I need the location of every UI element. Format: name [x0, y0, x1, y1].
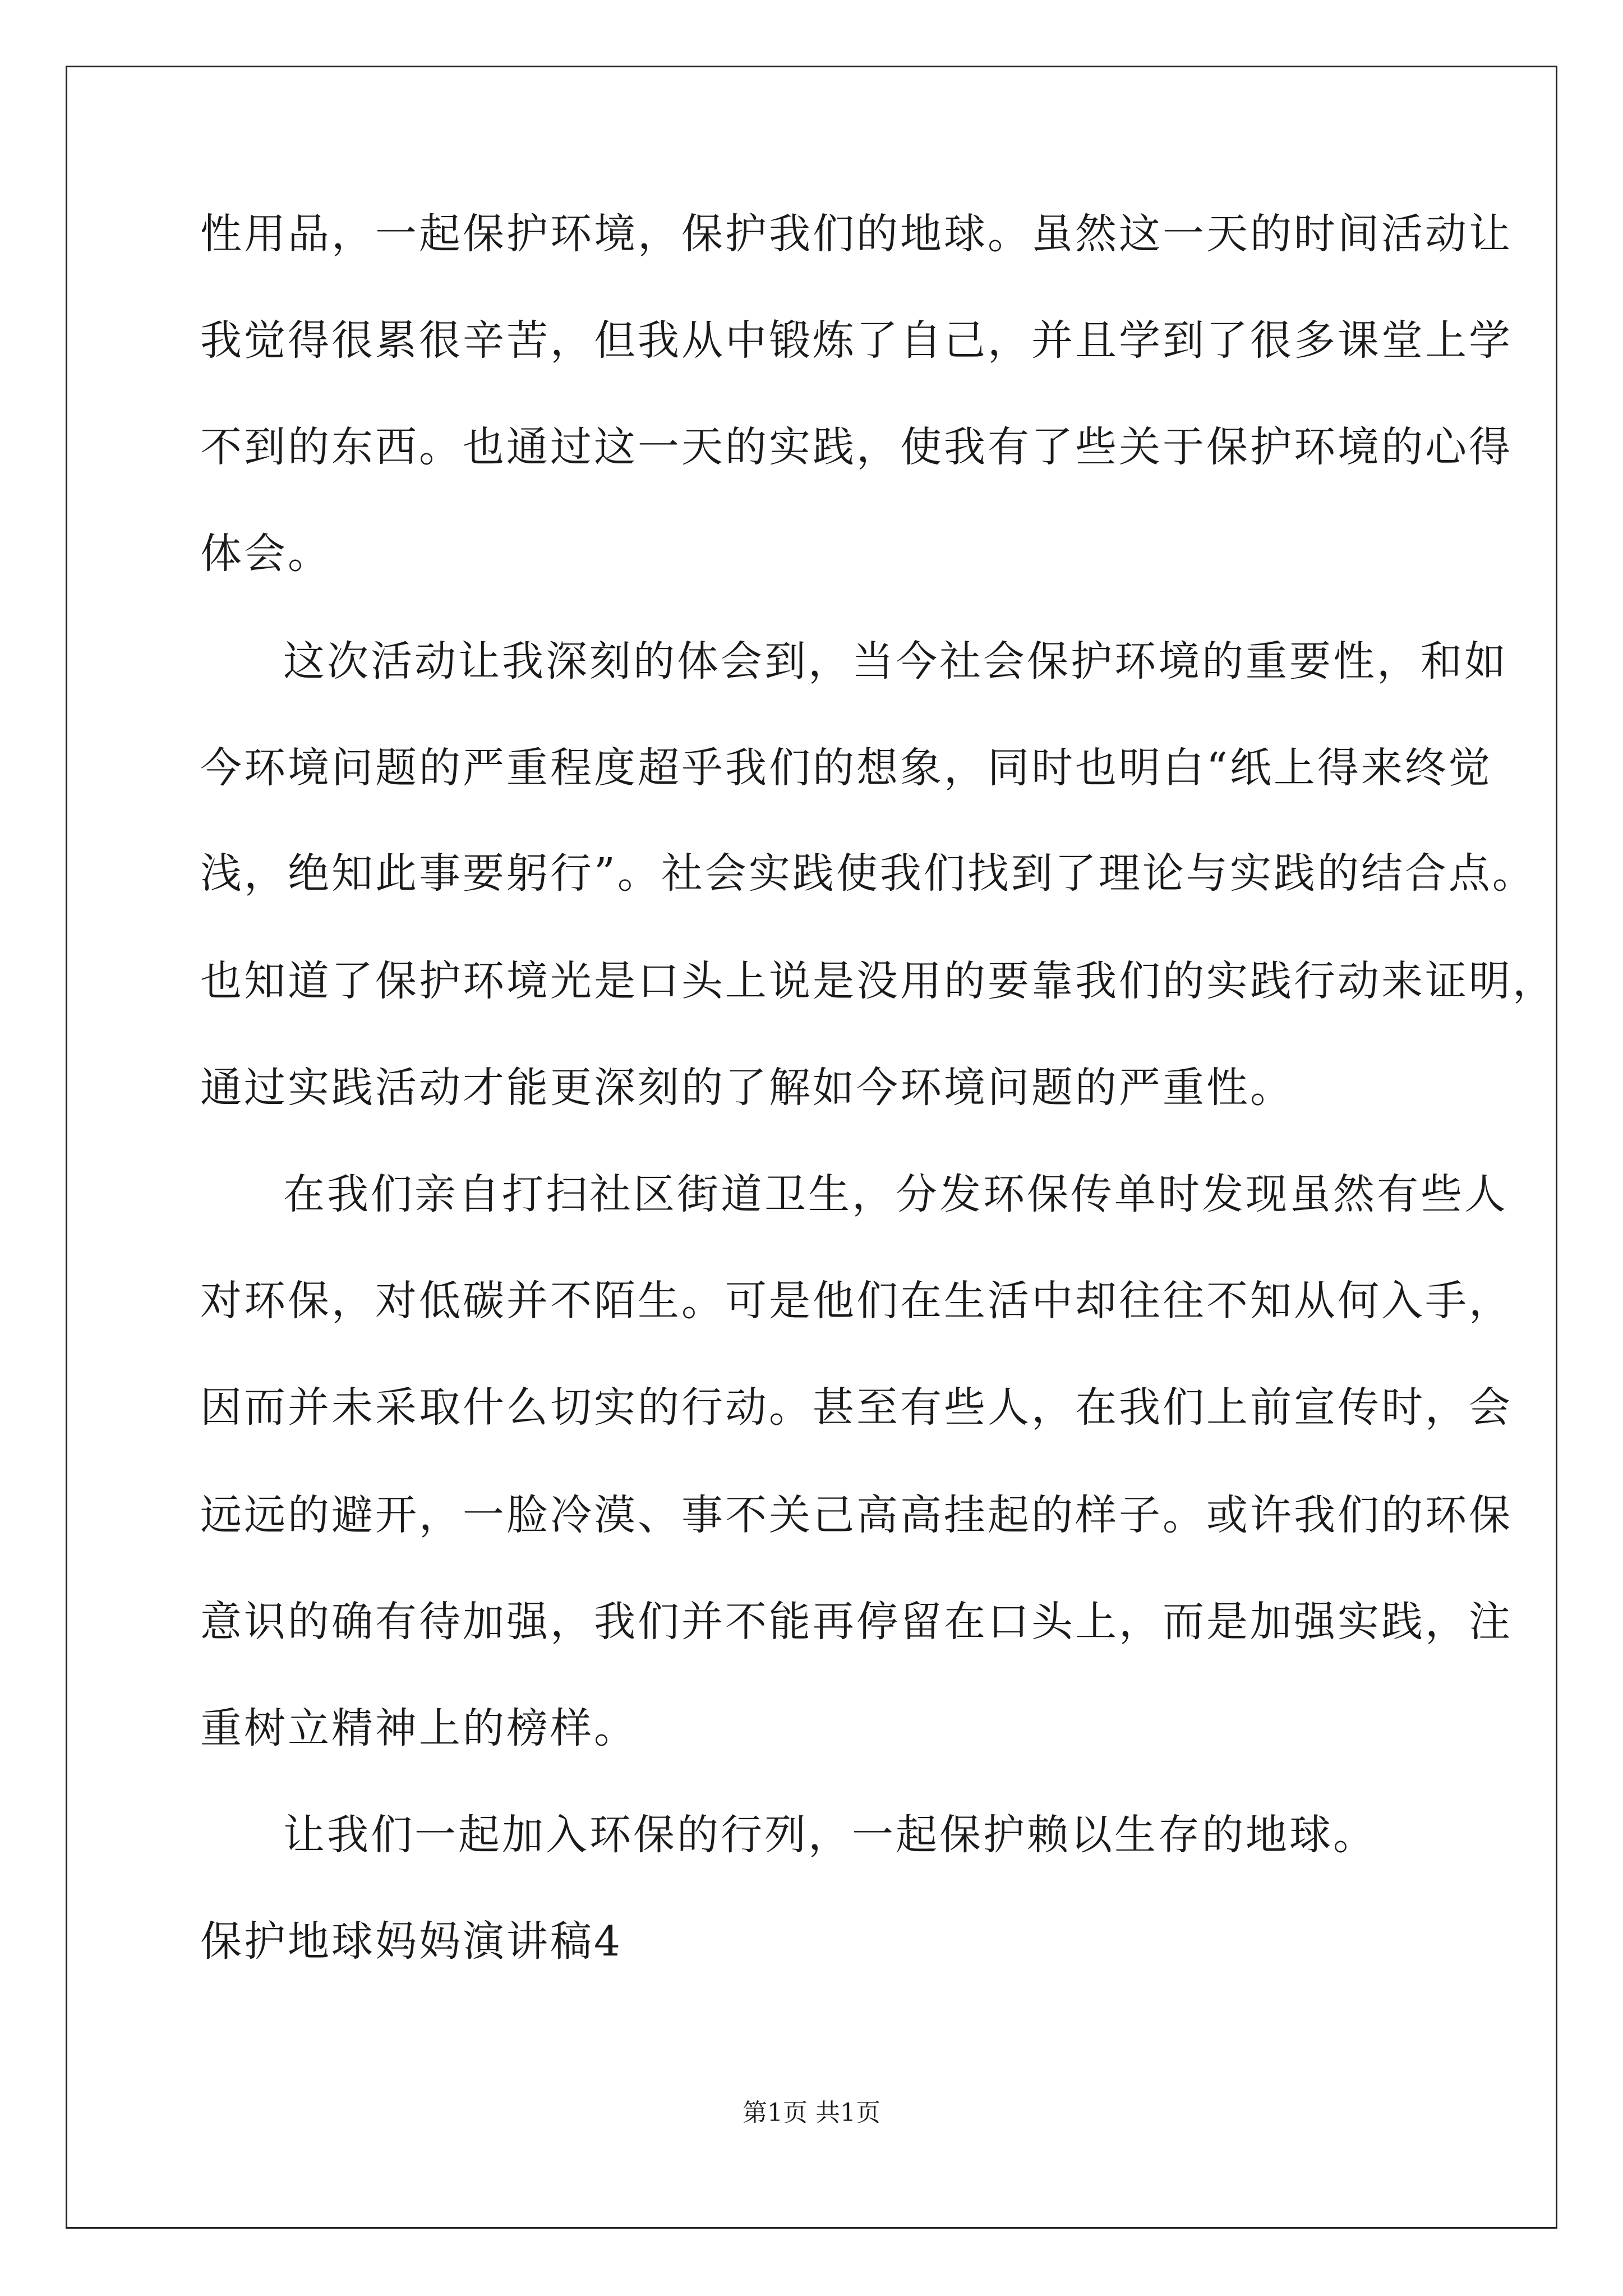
page-footer: 第1页 共1页 — [743, 2099, 880, 2127]
text-line: 性用品，一起保护环境，保护我们的地球。虽然这一天的时间活动让 — [200, 210, 1513, 258]
text-line: 通过实践活动才能更深刻的了解如今环境问题的严重性。 — [200, 1064, 1294, 1112]
text-line: 因而并未采取什么切实的行动。甚至有些人，在我们上前宣传时，会 — [200, 1383, 1513, 1432]
section-heading: 保护地球妈妈演讲稿4 — [200, 1917, 623, 1966]
paragraph-start: 在我们亲自打扫社区街道卫生，分发环保传单时发现虽然有些人 — [283, 1170, 1508, 1218]
text-line: 我觉得很累很辛苦，但我从中锻炼了自己，并且学到了很多课堂上学 — [200, 316, 1513, 365]
paragraph-start: 这次活动让我深刻的体会到，当今社会保护环境的重要性，和如 — [283, 637, 1508, 685]
text-line: 不到的东西。也通过这一天的实践，使我有了些关于保护环境的心得 — [200, 423, 1513, 471]
page-border — [66, 66, 1557, 2229]
text-line: 对环保，对低碳并不陌生。可是他们在生活中却往往不知从何入手， — [200, 1277, 1513, 1325]
text-line: 体会。 — [200, 530, 331, 578]
text-line: 浅，绝知此事要躬行”。社会实践使我们找到了理论与实践的结合点。 — [200, 849, 1536, 898]
text-line: 意识的确有待加强，我们并不能再停留在口头上，而是加强实践，注 — [200, 1598, 1513, 1646]
text-line: 今环境问题的严重程度超乎我们的想象，同时也明白“纸上得来终觉 — [200, 744, 1492, 792]
text-line: 远远的避开，一脸冷漠、事不关己高高挂起的样子。或许我们的环保 — [200, 1491, 1513, 1539]
text-line: 重树立精神上的榜样。 — [200, 1704, 638, 1752]
paragraph-start: 让我们一起加入环保的行列，一起保护赖以生存的地球。 — [283, 1811, 1377, 1859]
text-line: 也知道了保护环境光是口头上说是没用的要靠我们的实践行动来证明， — [200, 957, 1556, 1005]
